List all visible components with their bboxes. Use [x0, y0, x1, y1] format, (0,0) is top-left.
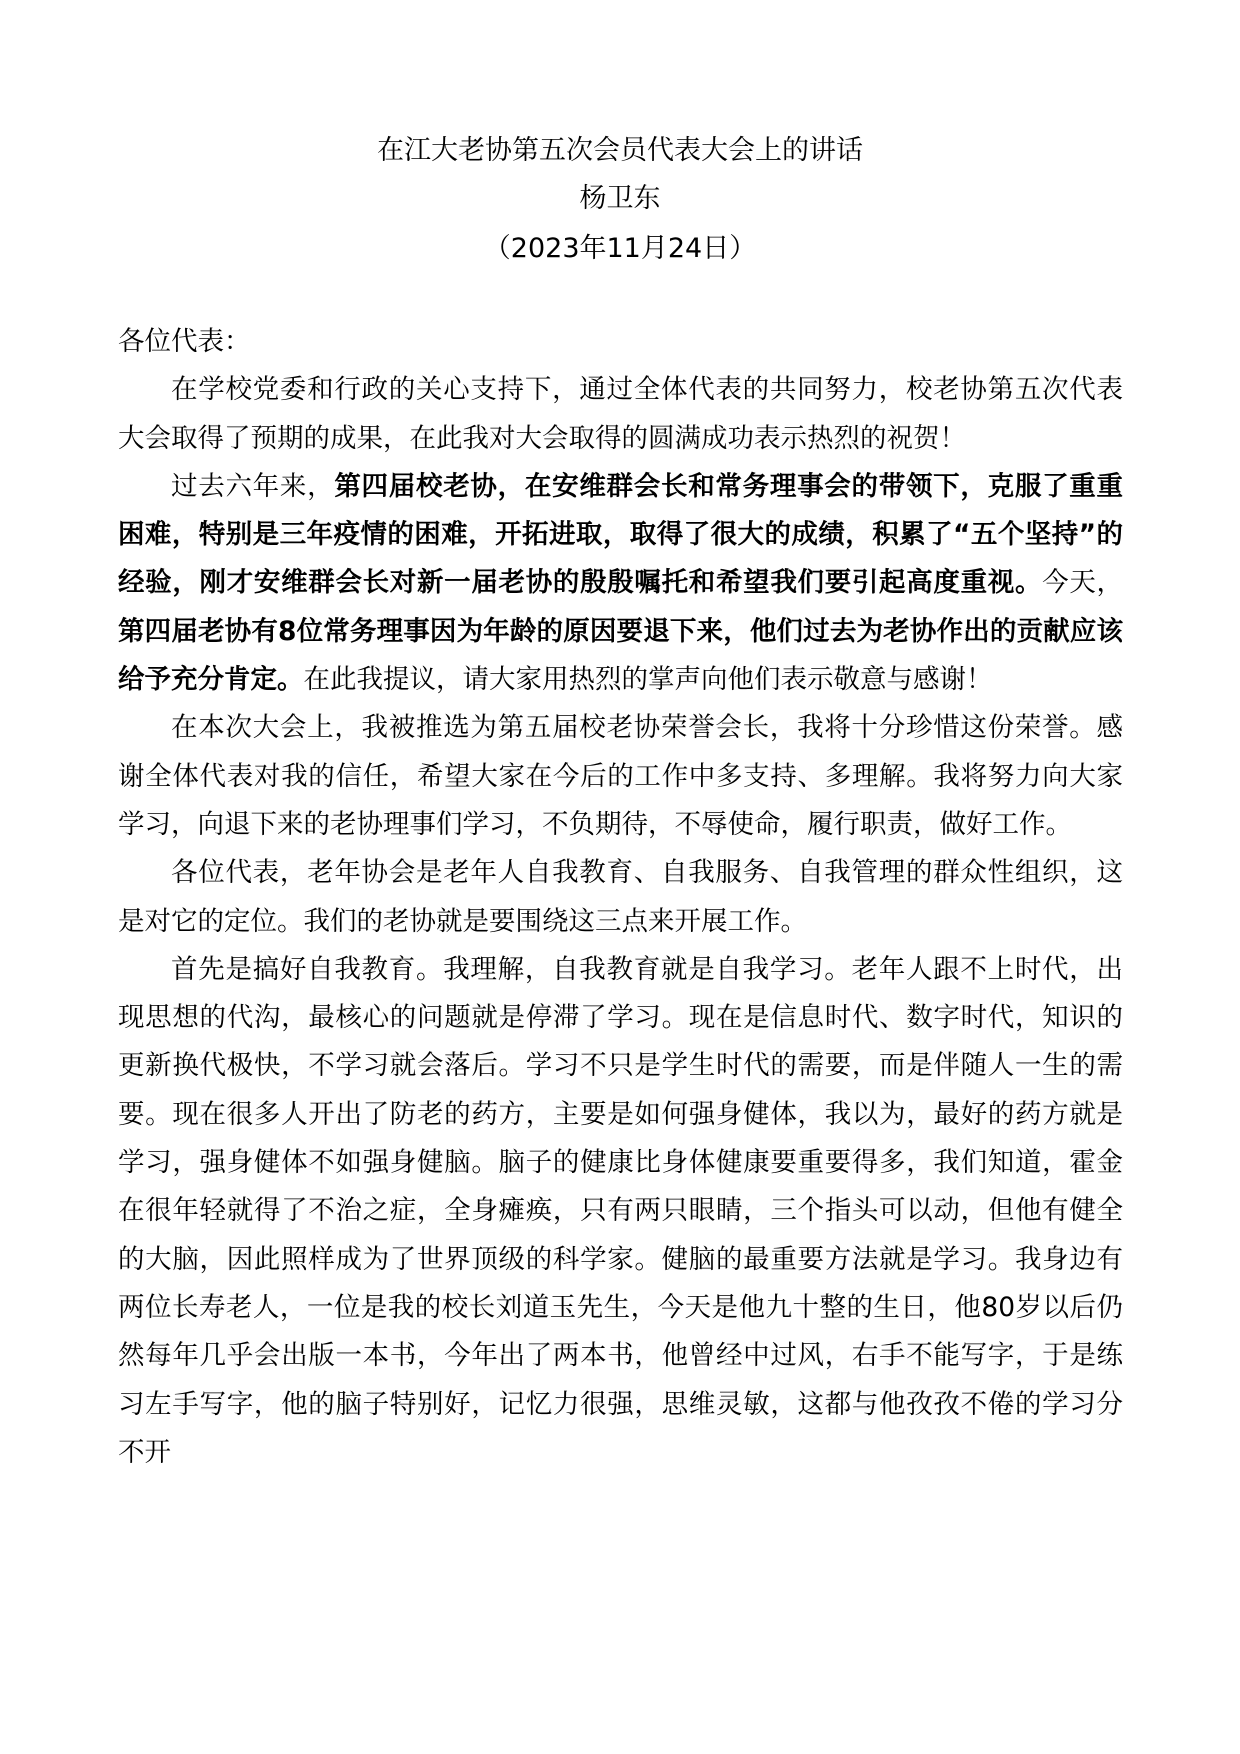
paragraph-2 — [118, 463, 1123, 704]
paragraph-3: 在本次大会上，我被推选为第五届校老协荣誉会长，我将十分珍惜这份荣誉。感谢全体代表对我的信任，希望大家在今后的工作中多支持、多理解。我将努力向大家学习，向退下来的老协理事们学习，不负期待，不辱使命，履行职责，做好工作。 — [118, 712, 1123, 840]
speech-title: 在江大老协第五次会员代表大会上的讲话 — [377, 135, 863, 166]
paragraph-2-text-1: 过去六年来， — [171, 470, 335, 502]
salutation: 各位代表： — [118, 326, 251, 357]
paragraph-1: 在学校党委和行政的关心支持下，通过全体代表的共同努力，校老协第五次代表大会取得了预期的成果，在此我对大会取得的圆满成功表示热烈的祝贺！ — [118, 374, 1123, 454]
paragraph-2-bold-1: 第四届校老协，在安维群会长和常务理事会的带领下，克服了重重困难，特别是三年疫情的困难，开拓进取，取得了很大的成绩，积累了“五个坚持”的经验，刚才安维群会长对新一届老协的殷殷嘱托和希望我们要引起高度重视。 — [118, 470, 1124, 599]
paragraph-5: 首先是搞好自我教育。我理解，自我教育就是自我学习。老年人跟不上时代，出现思想的代沟，最核心的问题就是停滞了学习。现在是信息时代、数字时代，知识的更新换代极快，不学习就会落后。学习不只是学生时代的需要，而是伴随人一生的需要。现在很多人开出了防老的药方，主要是如何强身健体，我以为，最好的药方就是学习，强身健体不如强身健脑。脑子的健康比身体健康要重要得多，我们知道，霍金在很年轻就得了不治之症，全身瘫痪，只有两只眼睛，三个指头可以动，但他有健全的大脑，因此照样成为了世界顶级的科学家。健脑的最重要方法就是学习。我身边有两位长寿老人，一位是我的校长刘道玉先生，今天是他九十整的生日，他80岁以后仍然每年几乎会出版一本书，今年出了两本书，他曾经中过风，右手不能写字，于是练习左手写字，他的脑子特别好，记忆力很强，思维灵敏，这都与他孜孜不倦的学习分不开 — [118, 953, 1123, 1468]
paragraph-2-bold-2: 第四届老协有8位常务理事因为年龄的原因要退下来，他们过去为老协作出的贡献应该给予充分肯定。 — [118, 615, 1123, 696]
paragraph-4: 各位代表，老年协会是老年人自我教育、自我服务、自我管理的群众性组织，这是对它的定位。我们的老协就是要围绕这三点来开展工作。 — [118, 857, 1123, 937]
speech-body — [118, 318, 1123, 1477]
speech-date: （2023年11月24日） — [483, 233, 757, 264]
paragraph-2-text-3: 在此我提议，请大家用热烈的掌声向他们表示敬意与感谢！ — [303, 664, 993, 696]
author-name: 杨卫东 — [579, 183, 661, 214]
paragraph-2-text-2: 今天， — [1042, 567, 1124, 599]
